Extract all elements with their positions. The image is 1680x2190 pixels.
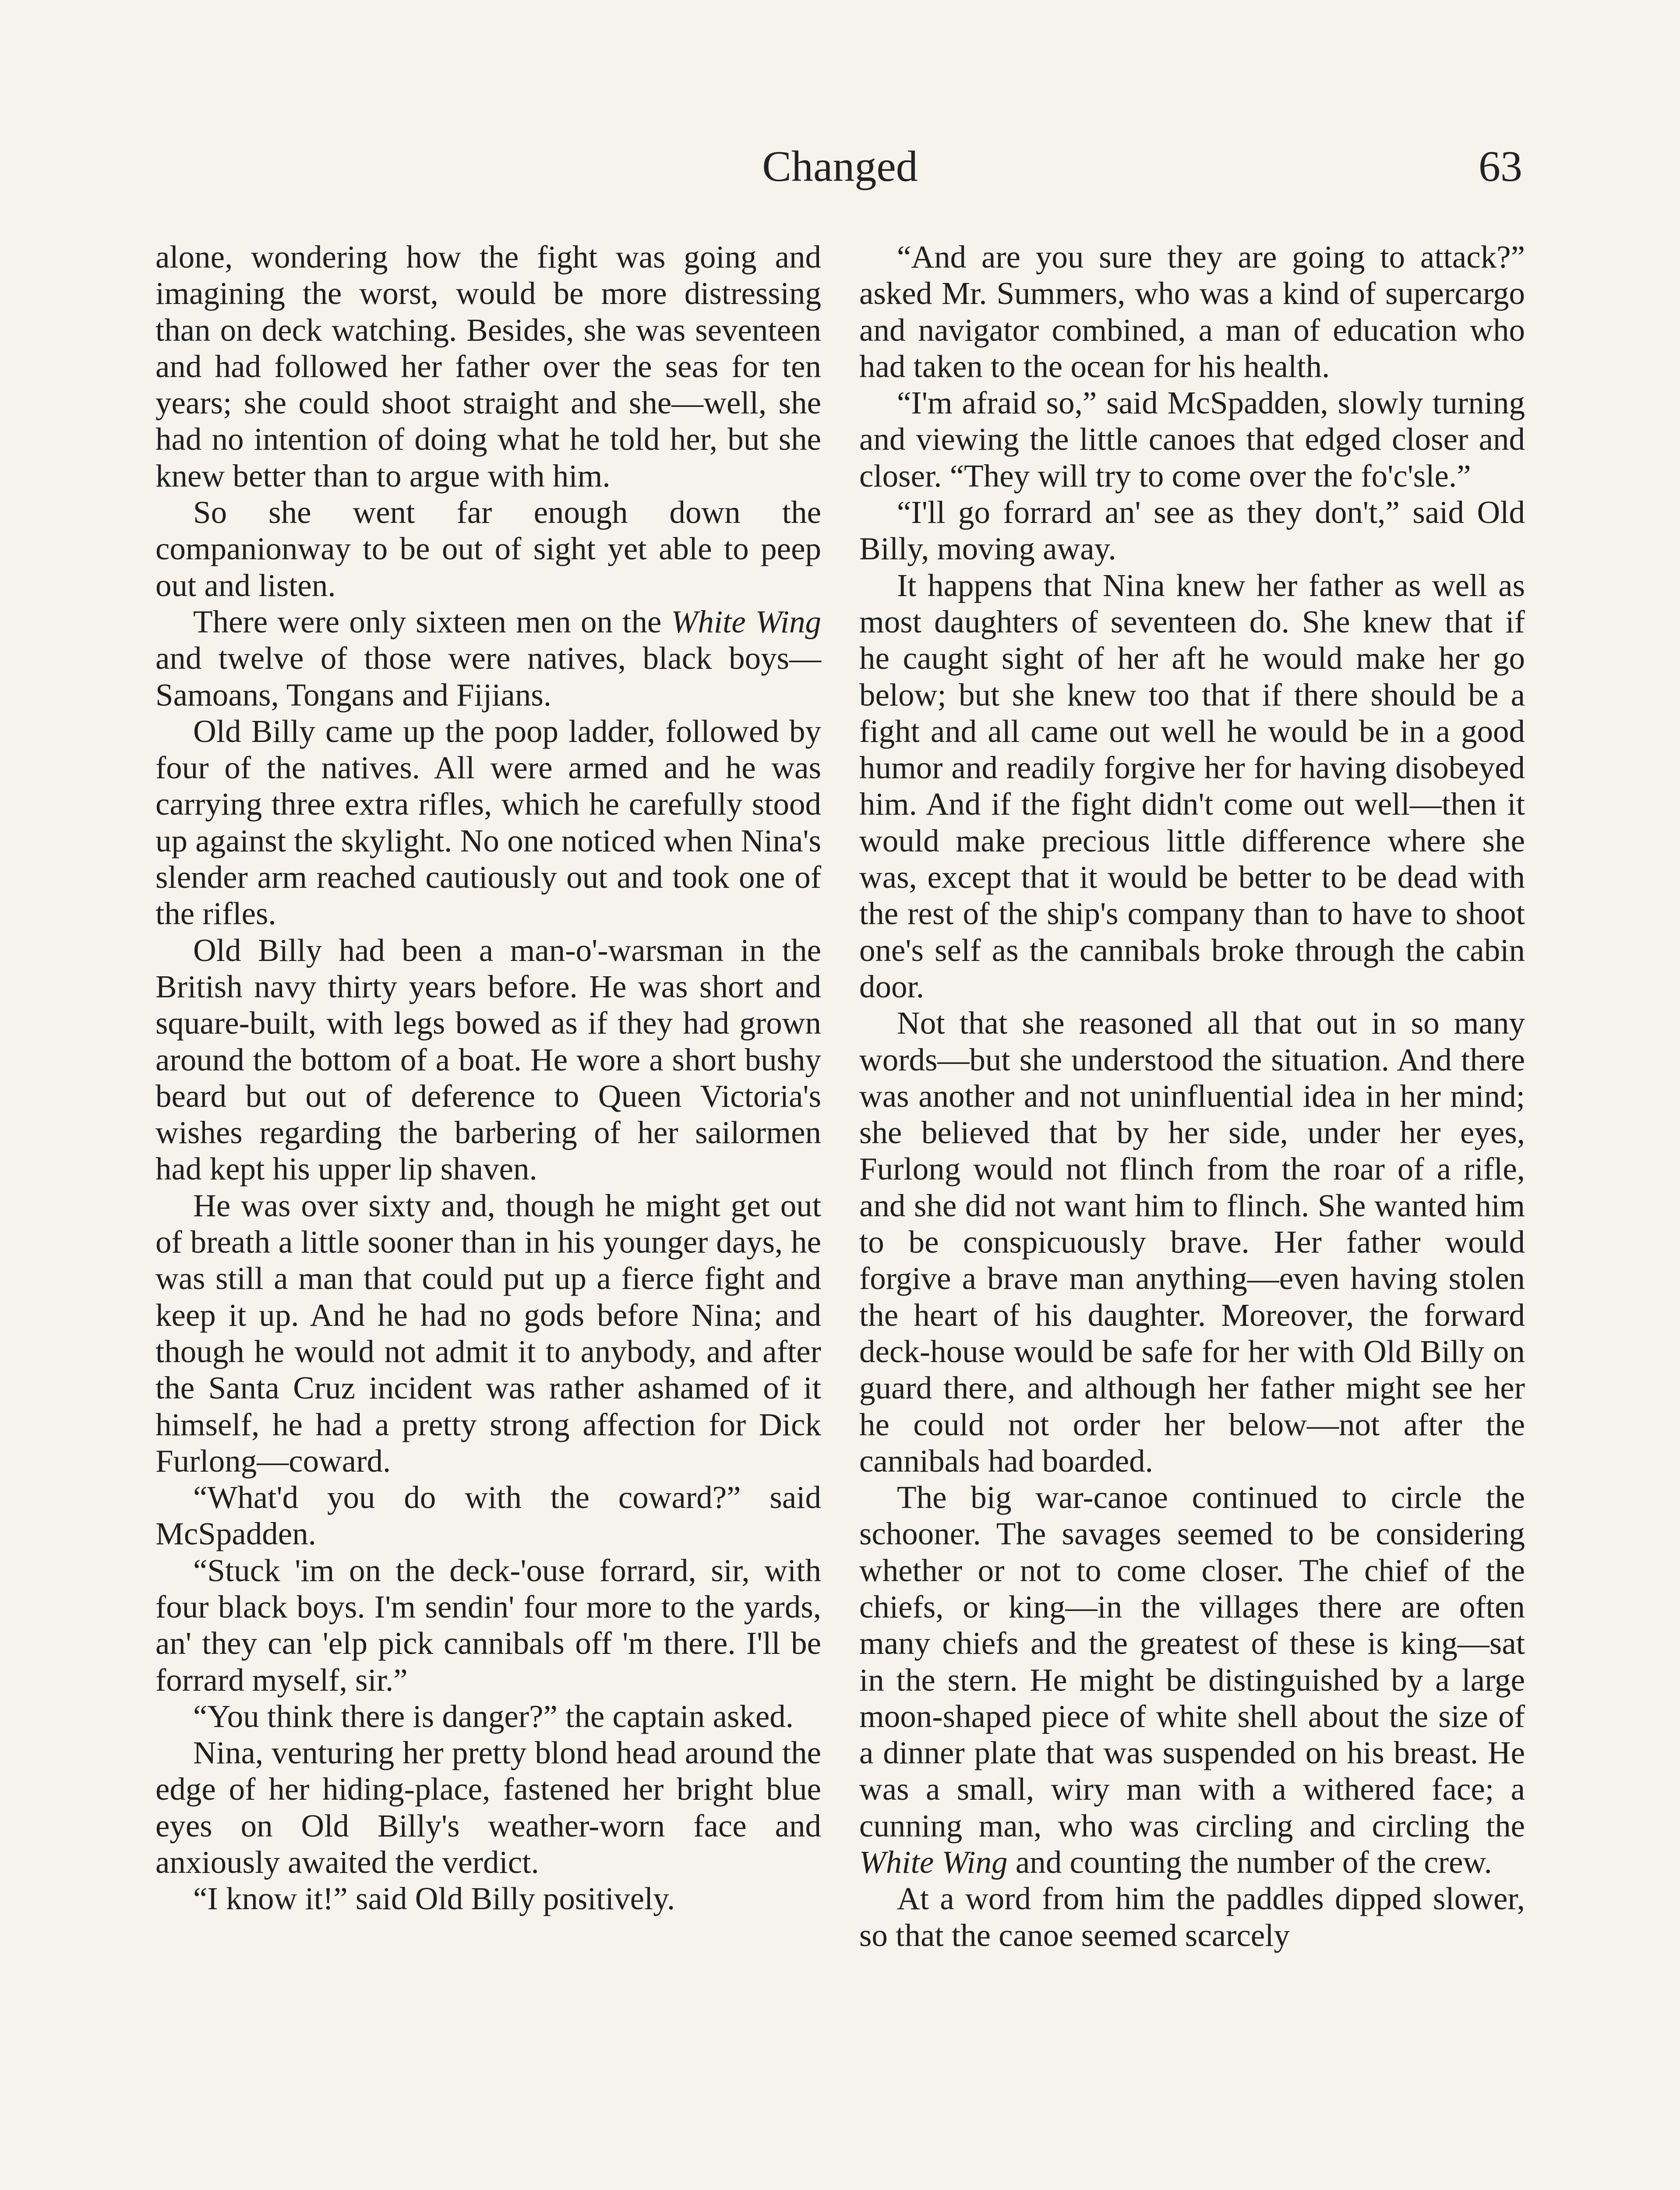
paragraph: “I'm afraid so,” said McSpadden, slowly turning and viewing the little canoes that edged closer and closer. “They will try to come over the fo'c'sle.” <box>859 385 1525 494</box>
running-title: Changed <box>762 142 918 191</box>
paragraph: “I'll go forrard an' see as they don't,” said Old Billy, moving away. <box>859 495 1525 567</box>
paragraph: alone, wondering how the fight was going and imagining the worst, would be more distressing than on deck watching. Besides, she was seventeen and had followed her father over the seas for ten years; she could shoot straight and she—well, she had no intention of doing what he told her, but she knew better than to argue with him. <box>155 239 821 494</box>
ship-name: White Wing <box>859 1844 1008 1880</box>
paragraph: Not that she reasoned all that out in so many words—but she understood the situation. And there was another and not uninfluential idea in her mind; she believed that by her side, under her eyes, Furlong would not flinch from the roar of a rifle, and she did not want him to flinch. She wanted him to be conspicuously brave. Her father would forgive a brave man anything—even having stolen the heart of his daughter. Moreover, the forward deck-house would be safe for her with Old Billy on guard there, and although her father might see her he could not order her below—not after the cannibals had boarded. <box>859 1005 1525 1479</box>
right-text-column <box>859 239 1525 1953</box>
paragraph: “And are you sure they are going to attack?” asked Mr. Summers, who was a kind of supercargo and navigator combined, a man of education who had taken to the ocean for his health. <box>859 239 1525 384</box>
paragraph: Nina, venturing her pretty blond head around the edge of her hiding-place, fastened her bright blue eyes on Old Billy's weather-worn face and anxiously awaited the verdict. <box>155 1735 821 1880</box>
page-number: 63 <box>1479 142 1522 191</box>
page-header <box>158 142 1522 206</box>
ship-name: White Wing <box>671 604 822 639</box>
paragraph: “I know it!” said Old Billy positively. <box>193 1881 675 1917</box>
left-text-column <box>155 239 821 1917</box>
paragraph: “Stuck 'im on the deck-'ouse forrard, sir, with four black boys. I'm sendin' four more to the yards, an' they can 'elp pick cannibals off 'm there. I'll be forrard myself, sir.” <box>155 1552 821 1698</box>
paragraph: Old Billy came up the poop ladder, followed by four of the natives. All were armed and he was carrying three extra rifles, which he carefully stood up against the skylight. No one noticed when Nina's slender arm reached cautiously out and took one of the rifles. <box>155 713 821 932</box>
paragraph: “You think there is danger?” the captain asked. <box>193 1698 794 1734</box>
paragraph: It happens that Nina knew her father as well as most daughters of seventeen do. She knew that if he caught sight of her aft he would make her go below; but she knew too that if there should be a fight and all came out well he would be in a good humor and readily forgive her for having disobeyed him. And if the fight didn't come out well—then it would make precious little difference where she was, except that it would be better to be dead with the rest of the ship's company than to have to shoot one's self as the cannibals broke through the cabin door. <box>859 567 1525 1004</box>
paragraph: So she went far enough down the companionway to be out of sight yet able to peep out and listen. <box>155 495 821 603</box>
paragraph: Old Billy had been a man-o'-warsman in the British navy thirty years before. He was short and square-built, with legs bowed as if they had grown around the bottom of a boat. He wore a short bushy beard but out of deference to Queen Victoria's wishes regarding the barbering of her sailormen had kept his upper lip shaven. <box>155 932 821 1187</box>
paragraph: He was over sixty and, though he might get out of breath a little sooner than in his younger days, he was still a man that could put up a fierce fight and keep it up. And he had no gods before Nina; and though he would not admit it to anybody, and after the Santa Cruz incident was rather ashamed of it himself, he had a pretty strong affection for Dick Furlong—coward. <box>155 1187 821 1479</box>
paragraph: “What'd you do with the coward?” said McSpadden. <box>155 1480 821 1552</box>
paragraph: The big war-canoe continued to circle the schooner. The savages seemed to be considering whether or not to come closer. The chief of the chiefs, or king—in the villages there are often many chiefs and the greatest of these is king—sat in the stern. He might be distinguished by a large moon-shaped piece of white shell about the size of a dinner plate that was suspended on his breast. He was a small, wiry man with a withered face; a cunning man, who was circling and circling the White Wing and counting the number of the crew. <box>859 1480 1525 1880</box>
paragraph: There were only sixteen men on the White Wing and twelve of those were natives, black boys—Samoans, Tongans and Fijians. <box>155 604 822 713</box>
paragraph: At a word from him the paddles dipped slower, so that the canoe seemed scarcely <box>859 1881 1525 1953</box>
